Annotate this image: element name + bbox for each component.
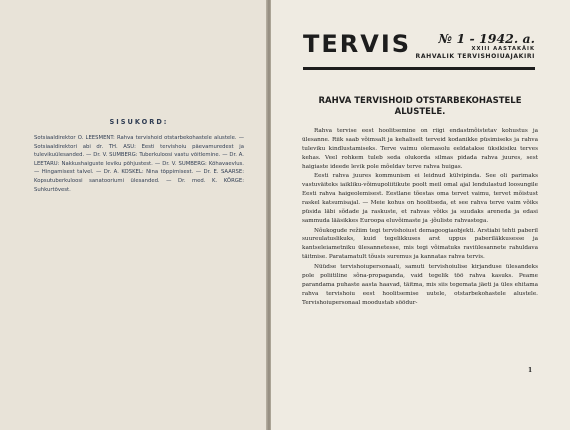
page-number: 1 xyxy=(528,367,533,374)
article-headline: RAHVA TERVISHOID OTSTARBEKOHASTELE ALUSTELE. xyxy=(318,96,522,117)
masthead xyxy=(303,30,535,72)
article-paragraph: Nõukogude režiim tegi tervishoiust demagoogiaobjekti. Arstiabi tehti paberil suureulatuslikuks, kuid tegelikkuses arst uppus paberiläkkusesse ja kantseleiametniku ülesannetesse, mis tegi võimatuks raviülesannete rahuldava täitmise. Paratamatult tõusis suremus ja kannatas rahva tervis. xyxy=(302,227,538,261)
article-paragraph: Rahva tervise eest hoolitsemine on riigi endastmõistetav kohustus ja ülesanne. Riik saab võimsalt ja kehaliselt terveid kodanikke püsimiseks ja rahva tuleviku kindlustamiseks. Terve vaimu olemasolu eeldatakse üksikisiku terves kehas. Veel rohkem tuleb seda olukorda silmas pidada rahva juures, sest haigiaste ideede levik pole mõeldav terve rahva huigas. xyxy=(302,128,538,170)
left-page xyxy=(0,0,268,430)
article-paragraph: Eesti rahva juures kommunism ei leidnud külvipinda. See oli parimaks vastuväiteks iaikliku-võimupoliitikute poolt meil omal ajal lendulastud loosungile Eesti rahva haigeolemisest. Eestlane tõestas oma tervet vaimu, tervet mõistust raskel katsumisajal. — Meie kohus on hoolitseda, et see rahva terve vaim võiks püsida läbi sõdade ja raskuste, et rahvas võiks ja suudaks areneda ja edasi sammuda lääsikkes Euroopa eluvõimaste ja -jõuliste rahvastega. xyxy=(302,173,538,224)
masthead-rule xyxy=(303,67,535,70)
issue-number: № 1 - 1942. a. xyxy=(438,31,535,46)
right-page xyxy=(271,0,570,430)
table-of-contents xyxy=(34,118,244,194)
contents-title: SISUKORD: xyxy=(109,118,169,126)
contents-text: Sotsiaaldirektor O. LEESMENT: Rahva tervishoid otstarbekohastele alustele. — Sotsiaaldirektori abi dr. TH. ASU: Eesti tervishoiu päevamuredest ja tulevikuülesanded. — Dr. V. SUMBERG: Tuberkuloosi vastu võitlemine. — Dr. A. LEETARU: Nakkushaiguste leviku põhjustest. — Dr. V. SUMBERG: Köhavaevlus. — Hingamisest talvel. — Dr. A. KOSKEL: Nina tõppimisest. — Dr. E. SAARSE: Kopsutuberkuloosi sanatooriumi ülesanded. — Dr. med. K. KÖRGE: Suhkurtõvest. xyxy=(34,135,244,193)
volume-year: XXIII AASTAKÄIK xyxy=(471,46,535,52)
article xyxy=(302,96,538,308)
magazine-logo: TERVIS xyxy=(303,30,412,58)
article-paragraph: Nüüdse tervishoiupersonaali, samuti tervishoiulise kirjanduse ülesandeks pole poliitiline sõna-propaganda, vaid tegelik töö rahva kasuks. Peame parandama puhaste aasta haavad, täitma, mis siis tegemata jäeti ja üles ehitama rahva tervishoiu eest hoolitsemise uutele, otstarbekohastele alustele. Tervishoiupersonaal moodustab söödur- xyxy=(302,263,538,306)
magazine-subtitle: RAHVALIK TERVISHOIUAJAKIRI xyxy=(415,53,535,60)
